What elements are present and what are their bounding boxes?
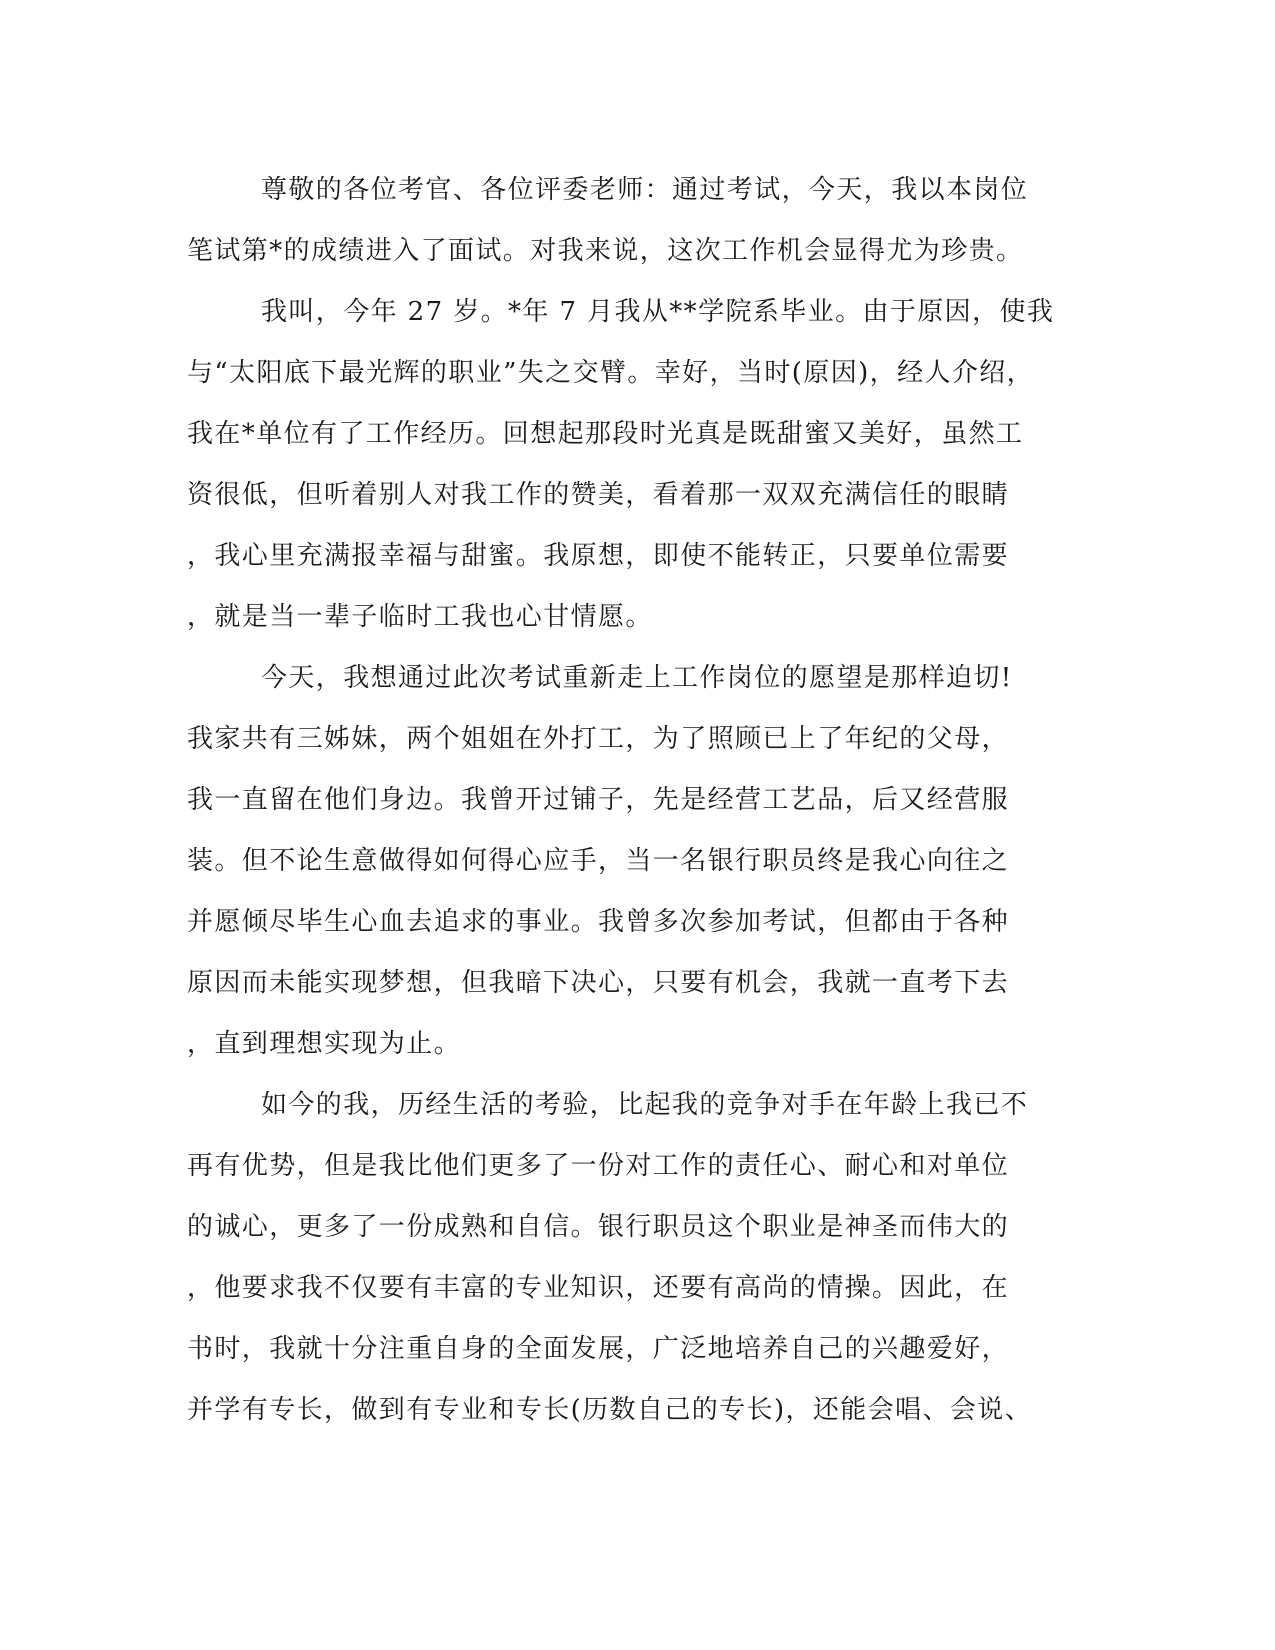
paragraph-line: 并学有专长，做到有专业和专长(历数自己的专长)，还能会唱、会说、 <box>187 1395 1033 1425</box>
paragraph-line: 我一直留在他们身边。我曾开过铺子，先是经营工艺品，后又经营服 <box>187 785 1010 815</box>
paragraph-line: 再有优势，但是我比他们更多了一份对工作的责任心、耐心和对单位 <box>187 1151 1010 1181</box>
paragraph-line: 笔试第*的成绩进入了面试。对我来说，这次工作机会显得尤为珍贵。 <box>187 236 1024 266</box>
paragraph-line: 并愿倾尽毕生心血去追求的事业。我曾多次参加考试，但都由于各种 <box>187 907 1010 937</box>
paragraph-line: ，就是当一辈子临时工我也心甘情愿。 <box>187 602 653 632</box>
paragraph-line: 尊敬的各位考官、各位评委老师：通过考试，今天，我以本岗位 <box>261 175 1029 205</box>
paragraph-line: 今天，我想通过此次考试重新走上工作岗位的愿望是那样迫切! <box>261 663 1013 693</box>
paragraph-line: 书时，我就十分注重自身的全面发展，广泛地培养自己的兴趣爱好， <box>187 1334 1010 1364</box>
paragraph-line: ，我心里充满报幸福与甜蜜。我原想，即使不能转正，只要单位需要 <box>187 541 1010 571</box>
paragraph-line: 原因而未能实现梦想，但我暗下决心，只要有机会，我就一直考下去 <box>187 968 1010 998</box>
paragraph-line: 如今的我，历经生活的考验，比起我的竞争对手在年龄上我已不 <box>261 1090 1029 1120</box>
paragraph-line: 与“太阳底下最光辉的职业”失之交臂。幸好，当时(原因)，经人介绍， <box>187 358 1035 388</box>
paragraph-line: ，直到理想实现为止。 <box>187 1029 462 1059</box>
paragraph-line: 我在*单位有了工作经历。回想起那段时光真是既甜蜜又美好，虽然工 <box>187 419 1024 449</box>
paragraph-line: 的诚心，更多了一份成熟和自信。银行职员这个职业是神圣而伟大的 <box>187 1212 1010 1242</box>
paragraph-line: 装。但不论生意做得如何得心应手，当一名银行职员终是我心向往之 <box>187 846 1010 876</box>
paragraph-line: 资很低，但听着别人对我工作的赞美，看着那一双双充满信任的眼睛 <box>187 480 1010 510</box>
paragraph-line: 我叫，今年 27 岁。*年 7 月我从**学院系毕业。由于原因，使我 <box>261 297 1055 327</box>
document-body <box>187 160 1067 1441</box>
paragraph-line: ，他要求我不仅要有丰富的专业知识，还要有高尚的情操。因此，在 <box>187 1273 1010 1303</box>
paragraph-line: 我家共有三姊妹，两个姐姐在外打工，为了照顾已上了年纪的父母， <box>187 724 1010 754</box>
